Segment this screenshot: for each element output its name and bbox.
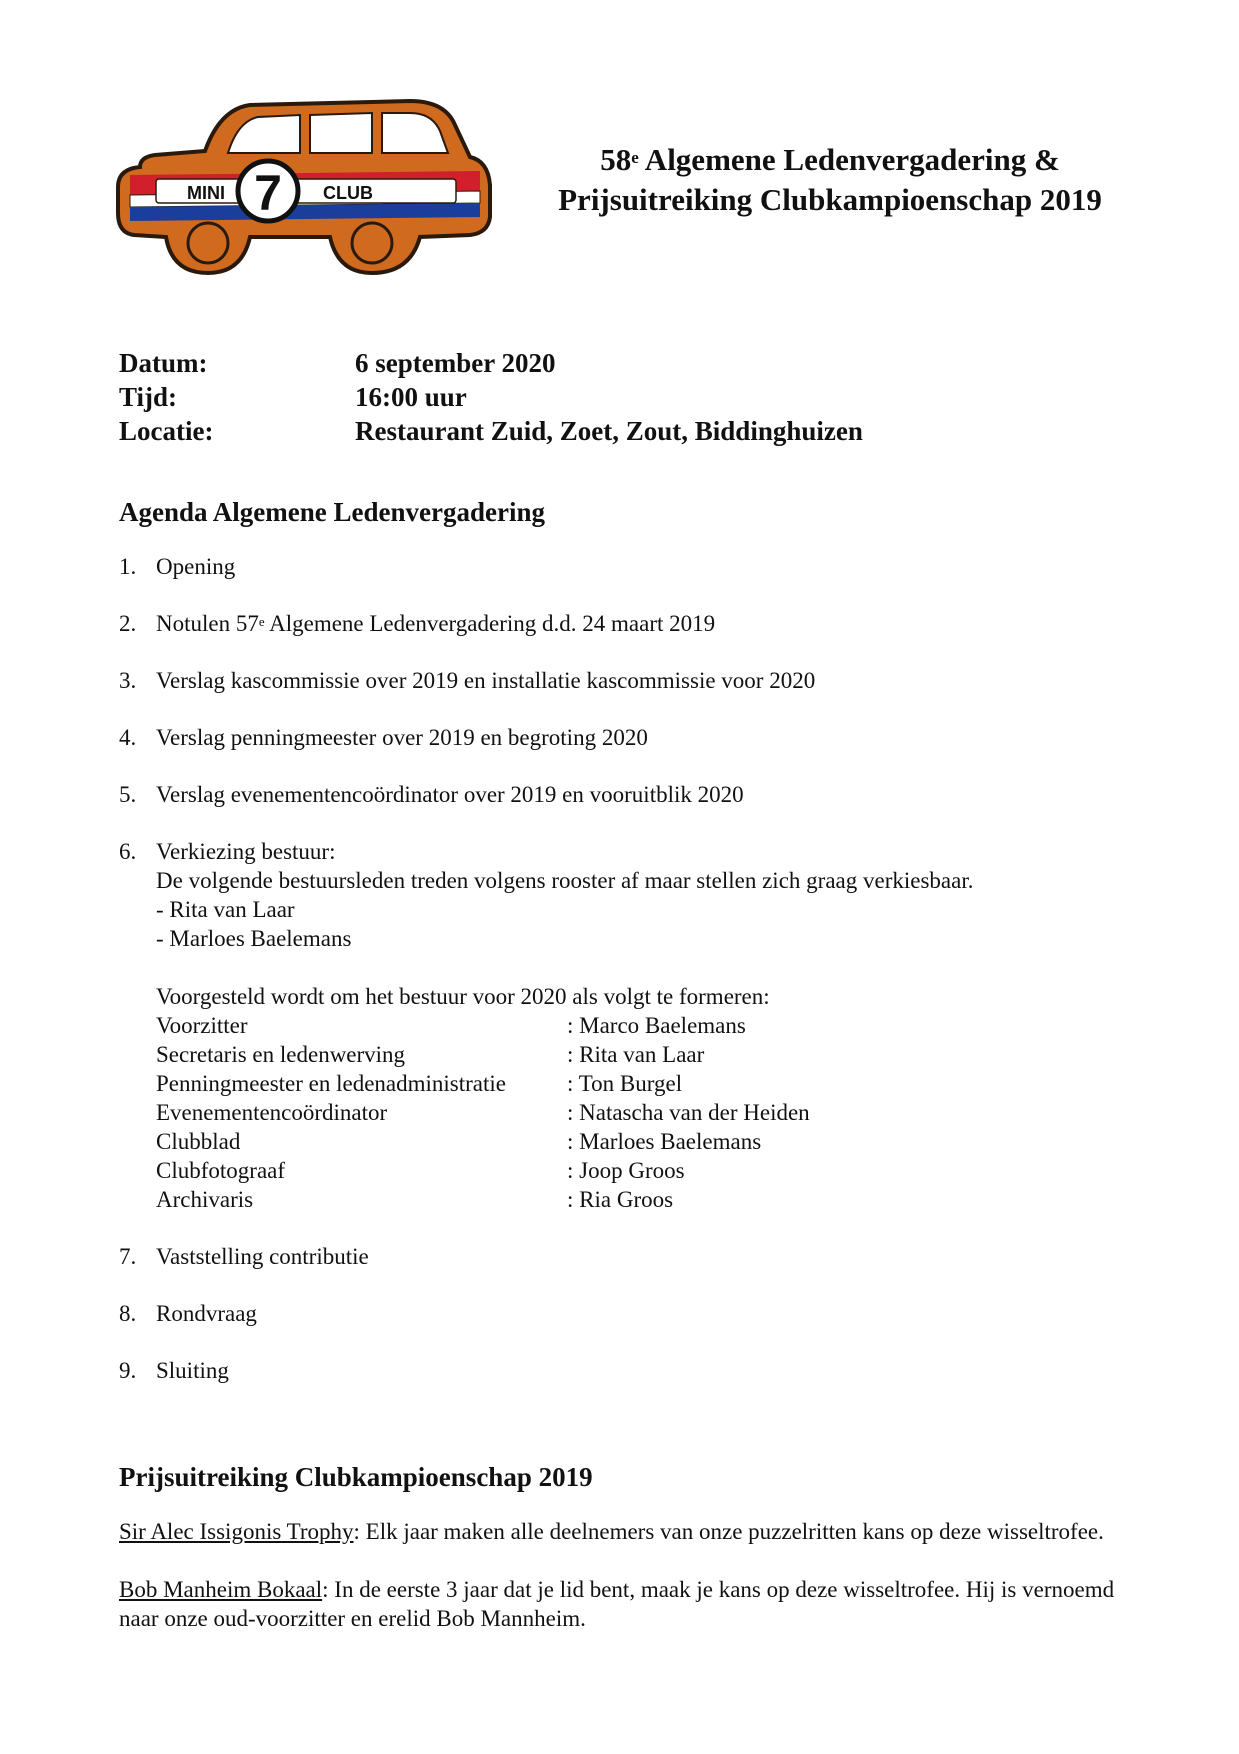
logo-club: CLUB (323, 183, 373, 203)
meeting-details (119, 346, 863, 448)
board-election-intro: De volgende bestuursleden treden volgens rooster af maar stellen zich graag verkiesbaar. (156, 868, 974, 893)
agenda-item: 4. Verslag penningmeester over 2019 en begroting 2020 (119, 725, 648, 750)
agenda-item: 1. Opening (119, 554, 236, 579)
board-name: : Marloes Baelemans (567, 1129, 762, 1154)
window-middle (310, 113, 372, 153)
agenda-heading: Agenda Algemene Ledenvergadering (119, 497, 545, 527)
prize-paragraph: Bob Manheim Bokaal: In de eerste 3 jaar dat je lid bent, maak je kans op deze wisseltrofee. Hij is vernoemd naar onze oud-voorzitter en erelid Bob Mannheim. (119, 1577, 1115, 1631)
resigning-member: - Marloes Baelemans (156, 926, 352, 951)
agenda-item: 7. Vaststelling contributie (119, 1244, 369, 1269)
board-proposal: Voorgesteld wordt om het bestuur voor 2020 als volgt te formeren: (156, 984, 770, 1009)
title-line-1: 58e Algemene Ledenvergadering & (600, 142, 1060, 177)
document-title (520, 140, 1140, 220)
board-name: : Ria Groos (567, 1187, 674, 1212)
board-role: Evenementencoördinator (156, 1100, 388, 1125)
board-role: Archivaris (156, 1187, 254, 1212)
agenda-item: 2. Notulen 57e Algemene Ledenvergadering d.d. 24 maart 2019 (119, 611, 716, 636)
board-role: Secretaris en ledenwerving (156, 1042, 406, 1067)
board-name: : Natascha van der Heiden (567, 1100, 810, 1125)
logo-mini: MINI (187, 183, 225, 203)
wheel-front (188, 223, 228, 263)
board-role: Clubblad (156, 1129, 241, 1154)
agenda-item: 9. Sluiting (119, 1358, 229, 1383)
prize-name: Sir Alec Issigonis Trophy (119, 1519, 354, 1544)
board-role: Clubfotograaf (156, 1158, 286, 1183)
board-role: Voorzitter (156, 1013, 248, 1038)
wheel-rear (352, 223, 392, 263)
board-name: : Ton Burgel (567, 1071, 683, 1096)
meta-row-date: Datum: 6 september 2020 (119, 348, 556, 378)
prizes-section (119, 1517, 1119, 1662)
logo-seven: 7 (254, 165, 282, 221)
agenda-item: 3. Verslag kascommissie over 2019 en installatie kascommissie voor 2020 (119, 668, 816, 693)
prize-paragraph: Sir Alec Issigonis Trophy: Elk jaar maken alle deelnemers van onze puzzelritten kans op deze wisseltrofee. (119, 1519, 1104, 1544)
meta-row-time: Tijd: 16:00 uur (119, 382, 467, 412)
agenda-item: 8. Rondvraag (119, 1301, 257, 1326)
meta-row-location: Locatie: Restaurant Zuid, Zoet, Zout, Biddinghuizen (119, 416, 863, 446)
board-name: : Marco Baelemans (567, 1013, 746, 1038)
board-role: Penningmeester en ledenadministratie (156, 1071, 506, 1096)
prize-name: Bob Manheim Bokaal (119, 1577, 323, 1602)
agenda-item: 5. Verslag evenementencoördinator over 2019 en vooruitblik 2020 (119, 782, 744, 807)
board-name: : Rita van Laar (567, 1042, 705, 1067)
resigning-member: - Rita van Laar (156, 897, 295, 922)
mini-7-club-logo (110, 95, 495, 275)
board-name: : Joop Groos (567, 1158, 685, 1183)
prizes-heading: Prijsuitreiking Clubkampioenschap 2019 (119, 1462, 593, 1492)
board-table (156, 1011, 1119, 1214)
title-line-2: Prijsuitreiking Clubkampioenschap 2019 (558, 182, 1102, 217)
agenda-item-board-election: 6. Verkiezing bestuur: De volgende bestuursleden treden volgens rooster af maar stellen zich graag verkiesbaar. - Rita van Laar - Marloes Baelemans Voorgesteld wordt om het bestuur voor 2020 als volgt te formeren: Voorzitter : Marco Baelemans Secretaris en ledenwerving : Rita van Laar Penningmeester en ledenadministratie : Ton Burgel Evenementencoördinator : Natascha van der Heiden Clubblad : Marloes Baelemans Clubfotograaf : Joop Groos Archivaris : Ria Groos (119, 837, 1119, 1214)
board-election-title: Verkiezing bestuur: (156, 839, 336, 864)
agenda-list (119, 552, 1119, 1413)
